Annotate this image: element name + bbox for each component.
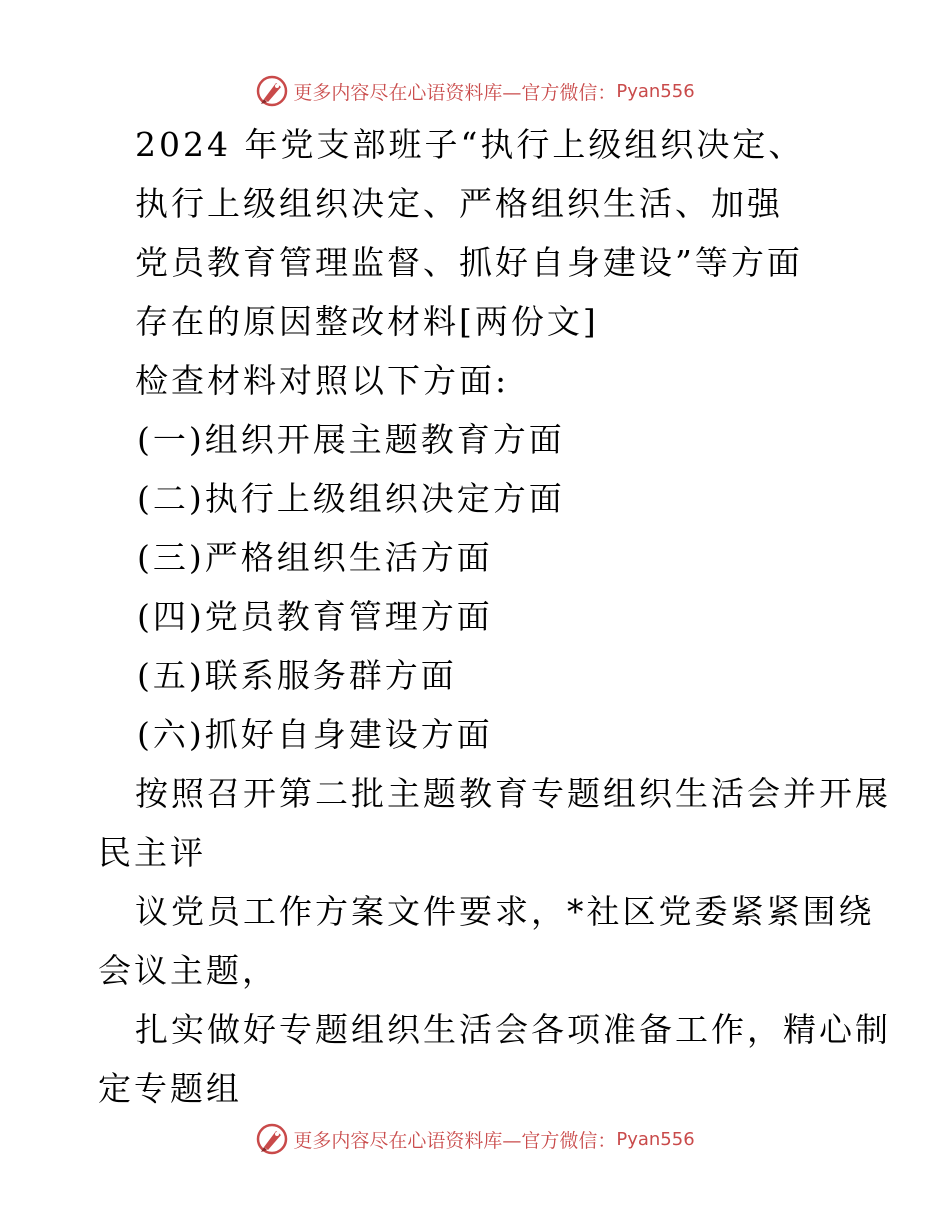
paragraph-line-3: 议党员工作方案文件要求，*社区党委紧紧围绕 <box>135 892 875 931</box>
pen-nib-logo-icon <box>255 74 289 108</box>
list-item-3: (三)严格组织生活方面 <box>137 538 493 577</box>
title-line-4: 存在的原因整改材料[两份文] <box>135 302 599 341</box>
list-item-1: (一)组织开展主题教育方面 <box>137 420 565 459</box>
pen-nib-logo-icon <box>255 1122 289 1156</box>
paragraph-line-4: 会议主题， <box>98 951 278 990</box>
header-banner <box>0 71 950 111</box>
title-line-3: 党员教育管理监督、抓好自身建设”等方面 <box>135 243 803 282</box>
title-line-2: 执行上级组织决定、严格组织生活、加强 <box>135 184 783 223</box>
list-item-5: (五)联系服务群方面 <box>137 656 457 695</box>
list-item-2: (二)执行上级组织决定方面 <box>137 479 565 518</box>
title-line-1: 2024 年党支部班子“执行上级组织决定、 <box>135 125 805 164</box>
footer-banner <box>0 1119 950 1159</box>
paragraph-line-6: 定专题组 <box>98 1069 242 1108</box>
paragraph-line-5: 扎实做好专题组织生活会各项准备工作，精心制 <box>135 1010 891 1049</box>
list-item-4: (四)党员教育管理方面 <box>137 597 493 636</box>
list-item-6: (六)抓好自身建设方面 <box>137 715 493 754</box>
header-banner-text: 更多内容尽在心语资料库—官方微信： <box>293 81 617 104</box>
paragraph-line-2: 民主评 <box>98 833 206 872</box>
intro-line: 检查材料对照以下方面: <box>135 361 510 400</box>
header-banner-wechat-id: Pyan556 <box>616 80 695 102</box>
footer-banner-wechat-id: Pyan556 <box>616 1128 695 1150</box>
paragraph-line-1: 按照召开第二批主题教育专题组织生活会并开展 <box>135 774 891 813</box>
footer-banner-text: 更多内容尽在心语资料库—官方微信： <box>293 1129 617 1152</box>
